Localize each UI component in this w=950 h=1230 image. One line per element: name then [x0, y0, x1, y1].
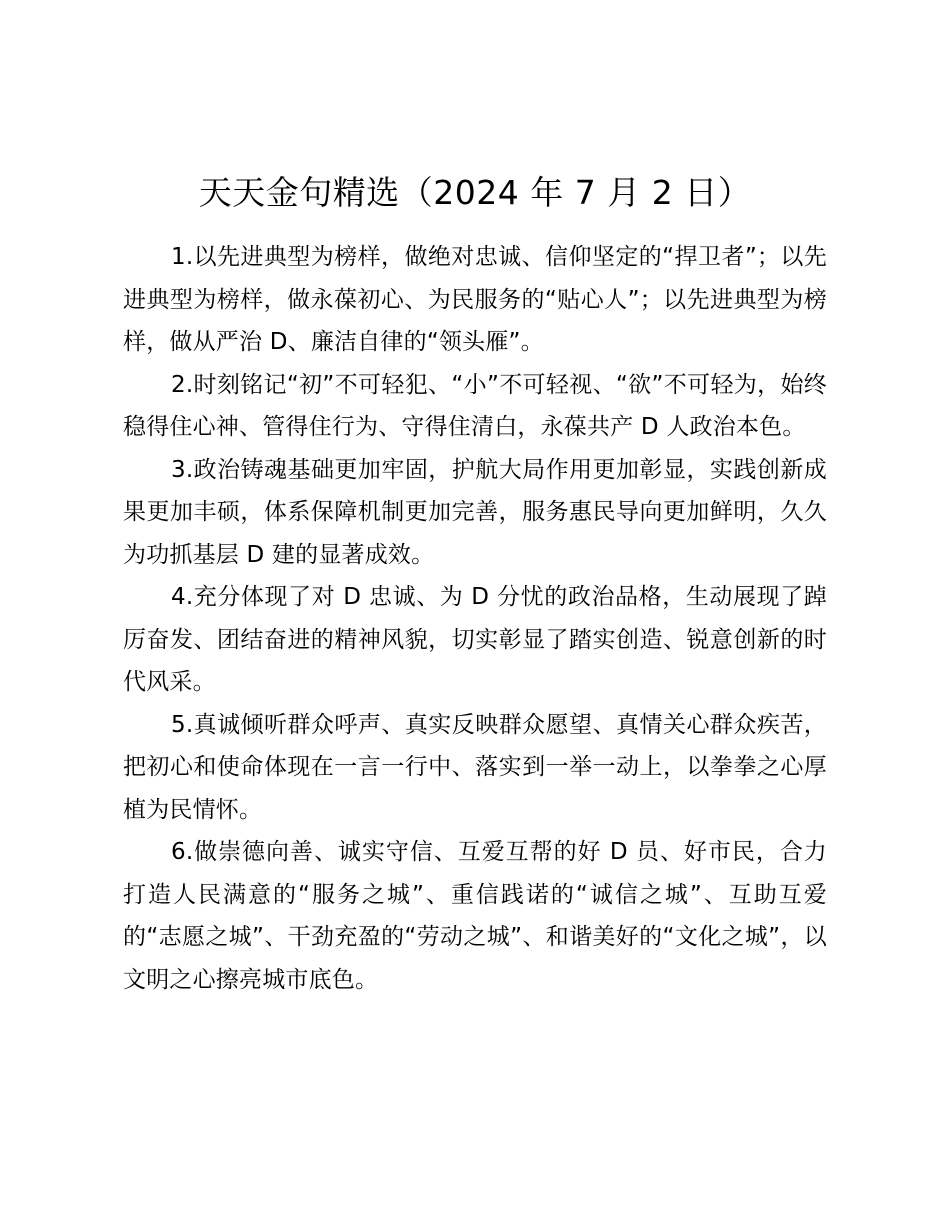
paragraph-1: 1.以先进典型为榜样，做绝对忠诚、信仰坚定的“捍卫者”；以先进典型为榜样，做永葆初心、为民服务的“贴心人”；以先进典型为榜样，做从严治 D、廉洁自律的“领头雁”。 — [123, 244, 827, 355]
paragraph-5: 5.真诚倾听群众呼声、真实反映群众愿望、真情关心群众疾苦，把初心和使命体现在一言一行中、落实到一举一动上，以拳拳之心厚植为民情怀。 — [123, 711, 827, 823]
paragraph-2: 2.时刻铭记“初”不可轻犯、“小”不可轻视、“欲”不可轻为，始终稳得住心神、管得住行为、守得住清白，永葆共产 D 人政治本色。 — [123, 371, 827, 440]
page-title: 天天金句精选（2024 年 7 月 2 日） — [198, 173, 752, 212]
paragraph-4: 4.充分体现了对 D 忠诚、为 D 分忧的政治品格，生动展现了踔厉奋发、团结奋进的精神风貌，切实彰显了踏实创造、锐意创新的时代风采。 — [123, 584, 827, 695]
paragraph-6: 6.做崇德向善、诚实守信、互爱互帮的好 D 员、好市民，合力打造人民满意的“服务之城”、重信践诺的“诚信之城”、互助互爱的“志愿之城”、干劲充盈的“劳动之城”、和谐美好的“文化之城”，以文明之心擦亮城市底色。 — [123, 839, 827, 993]
document-body — [123, 236, 827, 1001]
paragraph-3: 3.政治铸魂基础更加牢固，护航大局作用更加彰显，实践创新成果更加丰硕，体系保障机制更加完善，服务惠民导向更加鲜明，久久为功抓基层 D 建的显著成效。 — [123, 456, 827, 568]
